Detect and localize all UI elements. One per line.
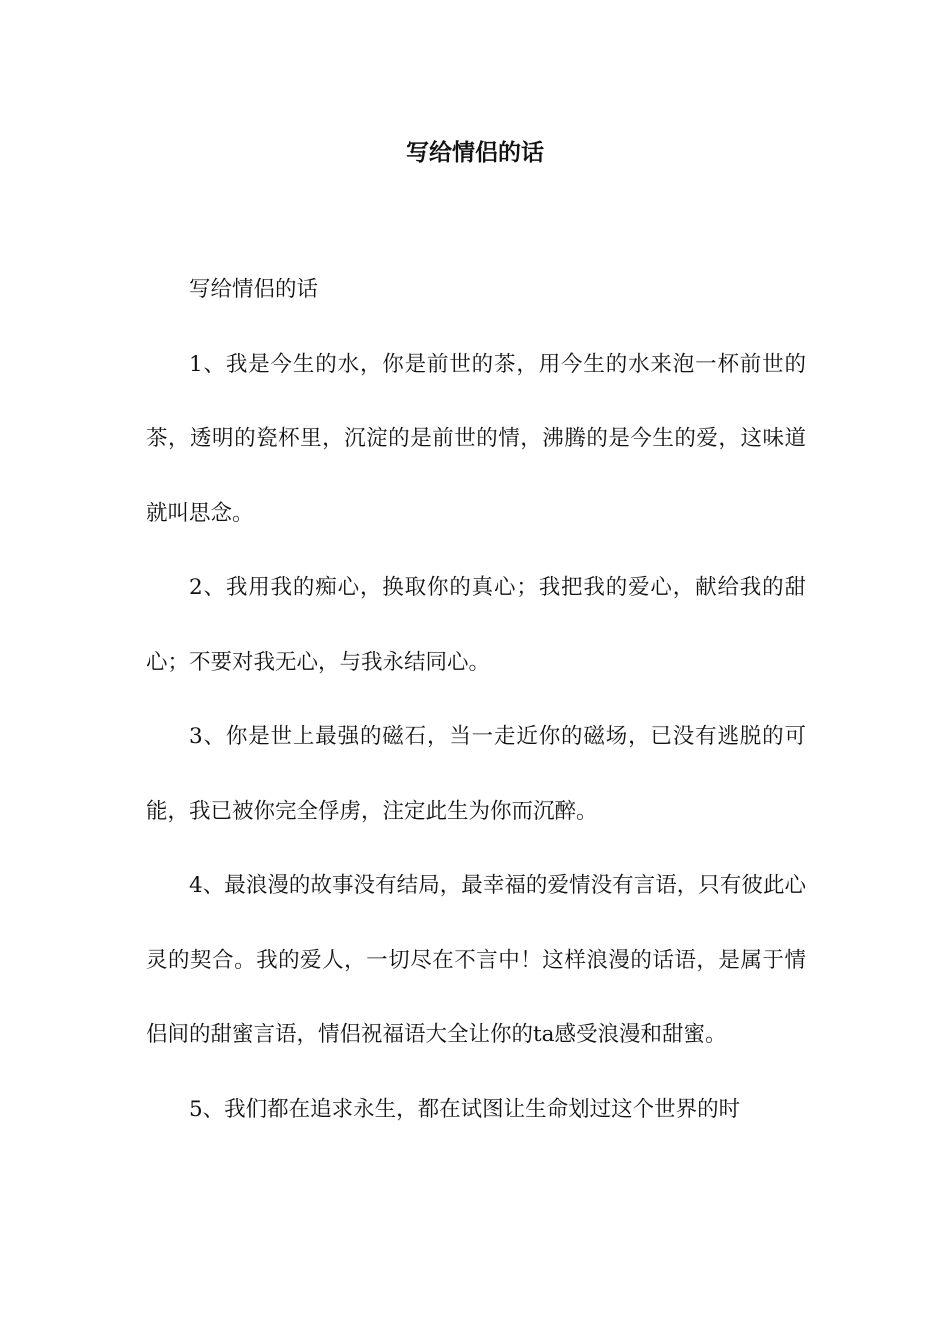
document-body: [146, 253, 806, 1147]
paragraph-1: 1、我是今生的水，你是前世的茶，用今生的水来泡一杯前世的茶，透明的瓷杯里，沉淀的是前世的情，沸腾的是今生的爱，这味道就叫思念。: [146, 351, 806, 526]
subtitle-paragraph: 写给情侣的话: [189, 277, 319, 302]
paragraph-2: 2、我用我的痴心，换取你的真心；我把我的爱心，献给我的甜心；不要对我无心，与我永结同心。: [146, 575, 806, 675]
paragraph-4: 4、最浪漫的故事没有结局，最幸福的爱情没有言语，只有彼此心灵的契合。我的爱人，一切尽在不言中！这样浪漫的话语，是属于情侣间的甜蜜言语，情侣祝福语大全让你的ta感受浪漫和甜蜜。: [146, 873, 806, 1047]
paragraph-5: 5、我们都在追求永生，都在试图让生命划过这个世界的时: [189, 1096, 741, 1122]
document-title: 写给情侣的话: [406, 139, 544, 166]
paragraph-3: 3、你是世上最强的磁石，当一走近你的磁场，已没有逃脱的可能，我已被你完全俘虏，注定此生为你而沉醉。: [146, 724, 806, 824]
